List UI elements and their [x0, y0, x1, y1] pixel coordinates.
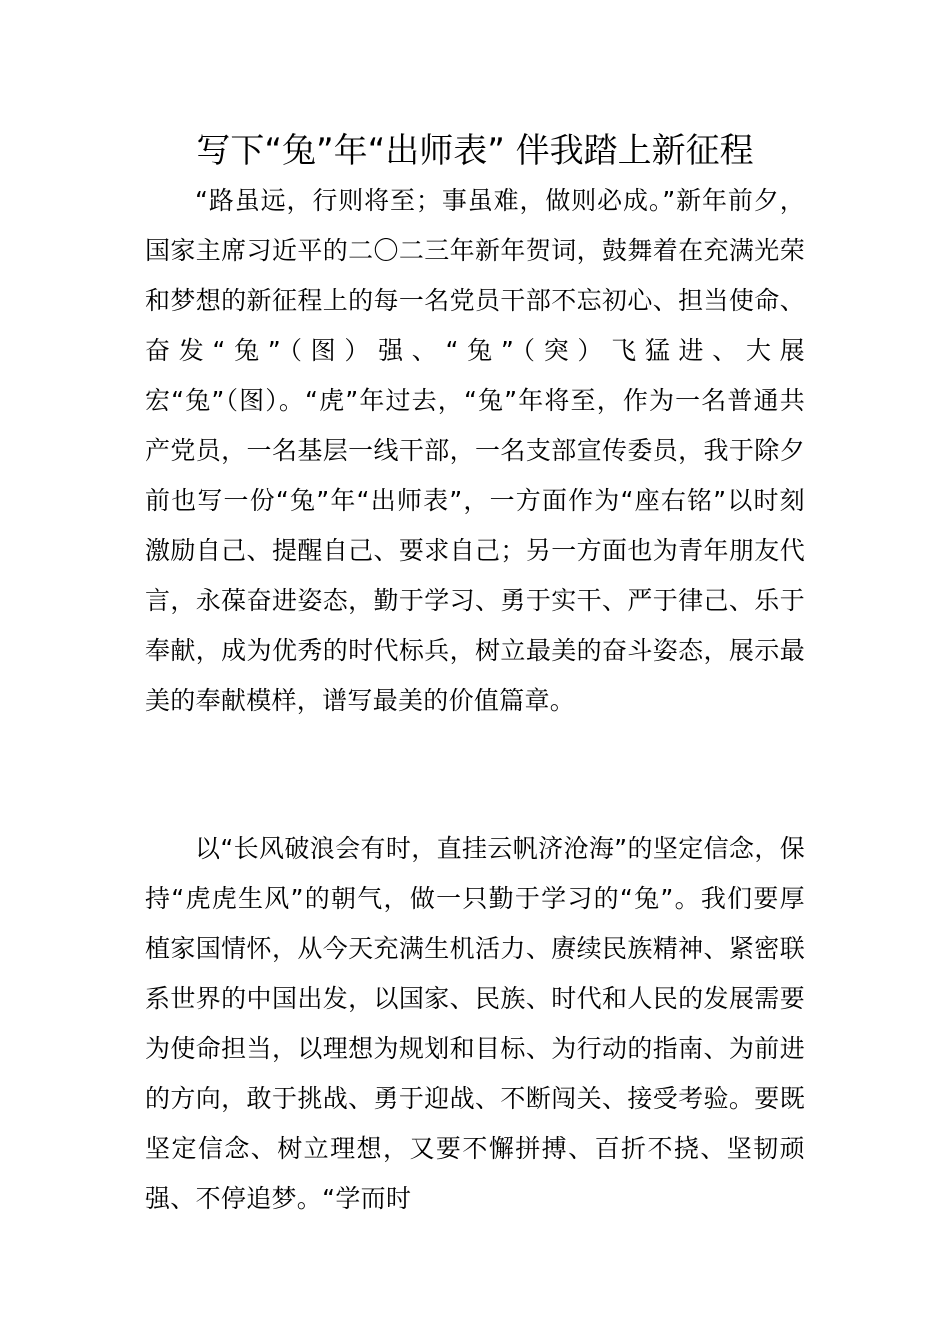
document-title: 写下“兔”年“出师表” 伴我踏上新征程 [196, 131, 754, 171]
body-paragraph-2: 以“长风破浪会有时，直挂云帆济沧海”的坚定信念，保持“虎虎生风”的朝气，做一只勤于学习的“兔”。我们要厚植家国情怀，从今天充满生机活力、赓续民族精神、紧密联系世界的中国出发，以国家、民族、时代和人民的发展需要为使命担当，以理想为规划和目标、为行动的指南、为前进的方向，敢于挑战、勇于迎战、不断闯关、接受考验。要既坚定信念、树立理想，又要不懈拼搏、百折不挠、坚韧顽强、不停追梦。“学而时 [145, 834, 805, 1213]
body-paragraph-1: “路虽远，行则将至；事虽难，做则必成。”新年前夕，国家主席习近平的二〇二三年新年贺词，鼓舞着在充满光荣和梦想的新征程上的每一名党员干部不忘初心、担当使命、奋发“兔”（图）强、“兔”（突）飞猛进、大展宏“兔”（图）。“虎”年过去，“兔”年将至，作为一名普通共产党员，一名基层一线干部，一名支部宣传委员，我于除夕前也写一份“兔”年“出师表”，一方面作为“座右铭”以时刻激励自己、提醒自己、要求自己；另一方面也为青年朋友代言，永葆奋进姿态，勤于学习、勇于实干、严于律己、乐于奉献，成为优秀的时代标兵，树立最美的奋斗姿态，展示最美的奉献模样，谱写最美的价值篇章。 [145, 186, 805, 715]
